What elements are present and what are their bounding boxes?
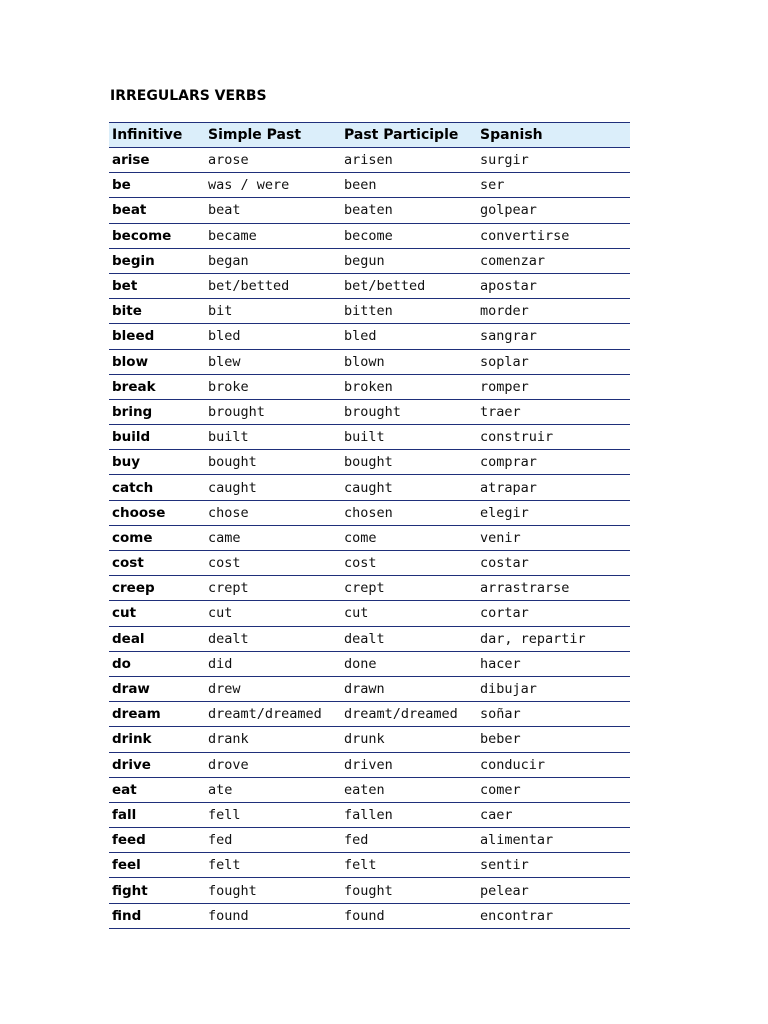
cell-spanish: caer (477, 802, 630, 827)
table-row (109, 551, 630, 576)
cell-spanish: hacer (477, 651, 630, 676)
cell-infinitive: fall (109, 802, 205, 827)
cell-simple-past: bought (205, 450, 341, 475)
table-row (109, 777, 630, 802)
cell-past-participle: become (341, 223, 477, 248)
cell-infinitive: deal (109, 626, 205, 651)
cell-spanish: conducir (477, 752, 630, 777)
cell-infinitive: break (109, 374, 205, 399)
cell-simple-past: drew (205, 676, 341, 701)
cell-infinitive: cut (109, 601, 205, 626)
cell-infinitive: begin (109, 248, 205, 273)
cell-infinitive: bet (109, 273, 205, 298)
table-row (109, 525, 630, 550)
cell-simple-past: built (205, 425, 341, 450)
table-row (109, 802, 630, 827)
cell-infinitive: beat (109, 198, 205, 223)
cell-spanish: venir (477, 525, 630, 550)
header-spanish: Spanish (477, 123, 630, 148)
cell-spanish: alimentar (477, 828, 630, 853)
cell-spanish: soplar (477, 349, 630, 374)
cell-infinitive: catch (109, 475, 205, 500)
cell-spanish: traer (477, 399, 630, 424)
cell-past-participle: bled (341, 324, 477, 349)
cell-simple-past: bit (205, 299, 341, 324)
table-row (109, 248, 630, 273)
cell-simple-past: did (205, 651, 341, 676)
cell-simple-past: bled (205, 324, 341, 349)
cell-simple-past: crept (205, 576, 341, 601)
cell-simple-past: chose (205, 500, 341, 525)
cell-simple-past: felt (205, 853, 341, 878)
cell-simple-past: cost (205, 551, 341, 576)
cell-spanish: comenzar (477, 248, 630, 273)
table-row (109, 903, 630, 928)
cell-past-participle: drawn (341, 676, 477, 701)
cell-infinitive: cost (109, 551, 205, 576)
cell-infinitive: blow (109, 349, 205, 374)
cell-simple-past: brought (205, 399, 341, 424)
table-row (109, 399, 630, 424)
cell-infinitive: drink (109, 727, 205, 752)
cell-past-participle: dealt (341, 626, 477, 651)
cell-spanish: ser (477, 173, 630, 198)
cell-spanish: apostar (477, 273, 630, 298)
cell-simple-past: beat (205, 198, 341, 223)
cell-simple-past: ate (205, 777, 341, 802)
table-row (109, 702, 630, 727)
cell-past-participle: found (341, 903, 477, 928)
cell-spanish: sangrar (477, 324, 630, 349)
cell-simple-past: drove (205, 752, 341, 777)
cell-past-participle: cut (341, 601, 477, 626)
cell-spanish: golpear (477, 198, 630, 223)
cell-past-participle: fed (341, 828, 477, 853)
cell-spanish: morder (477, 299, 630, 324)
cell-infinitive: dream (109, 702, 205, 727)
cell-spanish: cortar (477, 601, 630, 626)
cell-spanish: pelear (477, 878, 630, 903)
cell-spanish: beber (477, 727, 630, 752)
cell-infinitive: feel (109, 853, 205, 878)
cell-infinitive: eat (109, 777, 205, 802)
cell-infinitive: creep (109, 576, 205, 601)
cell-past-participle: bitten (341, 299, 477, 324)
cell-past-participle: felt (341, 853, 477, 878)
cell-infinitive: be (109, 173, 205, 198)
cell-simple-past: broke (205, 374, 341, 399)
cell-past-participle: bet/betted (341, 273, 477, 298)
document-title: IRREGULARS VERBS (110, 88, 267, 104)
table-row (109, 374, 630, 399)
table-row (109, 601, 630, 626)
cell-infinitive: bite (109, 299, 205, 324)
table-row (109, 273, 630, 298)
cell-spanish: surgir (477, 148, 630, 173)
table-row (109, 676, 630, 701)
cell-past-participle: begun (341, 248, 477, 273)
cell-simple-past: caught (205, 475, 341, 500)
cell-past-participle: bought (341, 450, 477, 475)
cell-past-participle: eaten (341, 777, 477, 802)
cell-infinitive: do (109, 651, 205, 676)
cell-infinitive: choose (109, 500, 205, 525)
cell-spanish: comprar (477, 450, 630, 475)
cell-past-participle: fallen (341, 802, 477, 827)
cell-past-participle: blown (341, 349, 477, 374)
table-row (109, 626, 630, 651)
table-row (109, 299, 630, 324)
cell-infinitive: drive (109, 752, 205, 777)
table-row (109, 198, 630, 223)
cell-past-participle: fought (341, 878, 477, 903)
cell-spanish: dibujar (477, 676, 630, 701)
cell-past-participle: broken (341, 374, 477, 399)
cell-simple-past: fought (205, 878, 341, 903)
cell-simple-past: fed (205, 828, 341, 853)
table-row (109, 349, 630, 374)
table-body (109, 148, 630, 929)
table-row (109, 727, 630, 752)
cell-simple-past: came (205, 525, 341, 550)
header-row (109, 123, 630, 148)
cell-past-participle: brought (341, 399, 477, 424)
table-row (109, 853, 630, 878)
table-row (109, 223, 630, 248)
cell-past-participle: caught (341, 475, 477, 500)
cell-simple-past: arose (205, 148, 341, 173)
cell-infinitive: feed (109, 828, 205, 853)
table-row (109, 752, 630, 777)
cell-spanish: soñar (477, 702, 630, 727)
cell-infinitive: build (109, 425, 205, 450)
cell-infinitive: draw (109, 676, 205, 701)
cell-simple-past: drank (205, 727, 341, 752)
cell-simple-past: fell (205, 802, 341, 827)
cell-spanish: costar (477, 551, 630, 576)
cell-spanish: dar, repartir (477, 626, 630, 651)
table-row (109, 425, 630, 450)
cell-past-participle: beaten (341, 198, 477, 223)
cell-simple-past: was / were (205, 173, 341, 198)
cell-past-participle: done (341, 651, 477, 676)
cell-spanish: arrastrarse (477, 576, 630, 601)
table-row (109, 500, 630, 525)
cell-infinitive: find (109, 903, 205, 928)
cell-spanish: romper (477, 374, 630, 399)
table-row (109, 475, 630, 500)
irregular-verbs-table (109, 122, 630, 929)
cell-past-participle: cost (341, 551, 477, 576)
table-row (109, 828, 630, 853)
cell-simple-past: bet/betted (205, 273, 341, 298)
cell-simple-past: dealt (205, 626, 341, 651)
cell-infinitive: fight (109, 878, 205, 903)
table-row (109, 576, 630, 601)
table-row (109, 324, 630, 349)
table-row (109, 450, 630, 475)
header-infinitive: Infinitive (109, 123, 205, 148)
cell-infinitive: arise (109, 148, 205, 173)
cell-simple-past: found (205, 903, 341, 928)
cell-infinitive: become (109, 223, 205, 248)
table-row (109, 651, 630, 676)
cell-past-participle: chosen (341, 500, 477, 525)
table-row (109, 173, 630, 198)
cell-past-participle: arisen (341, 148, 477, 173)
cell-spanish: construir (477, 425, 630, 450)
header-simple-past: Simple Past (205, 123, 341, 148)
cell-infinitive: bring (109, 399, 205, 424)
cell-spanish: sentir (477, 853, 630, 878)
cell-simple-past: became (205, 223, 341, 248)
table-row (109, 878, 630, 903)
table-header (109, 123, 630, 148)
cell-past-participle: drunk (341, 727, 477, 752)
cell-infinitive: come (109, 525, 205, 550)
cell-spanish: atrapar (477, 475, 630, 500)
cell-infinitive: bleed (109, 324, 205, 349)
cell-simple-past: cut (205, 601, 341, 626)
cell-past-participle: come (341, 525, 477, 550)
cell-simple-past: dreamt/dreamed (205, 702, 341, 727)
cell-past-participle: been (341, 173, 477, 198)
cell-past-participle: crept (341, 576, 477, 601)
cell-spanish: elegir (477, 500, 630, 525)
cell-past-participle: driven (341, 752, 477, 777)
cell-past-participle: dreamt/dreamed (341, 702, 477, 727)
cell-spanish: convertirse (477, 223, 630, 248)
cell-spanish: encontrar (477, 903, 630, 928)
cell-simple-past: blew (205, 349, 341, 374)
cell-infinitive: buy (109, 450, 205, 475)
cell-spanish: comer (477, 777, 630, 802)
cell-simple-past: began (205, 248, 341, 273)
header-past-participle: Past Participle (341, 123, 477, 148)
table-row (109, 148, 630, 173)
cell-past-participle: built (341, 425, 477, 450)
